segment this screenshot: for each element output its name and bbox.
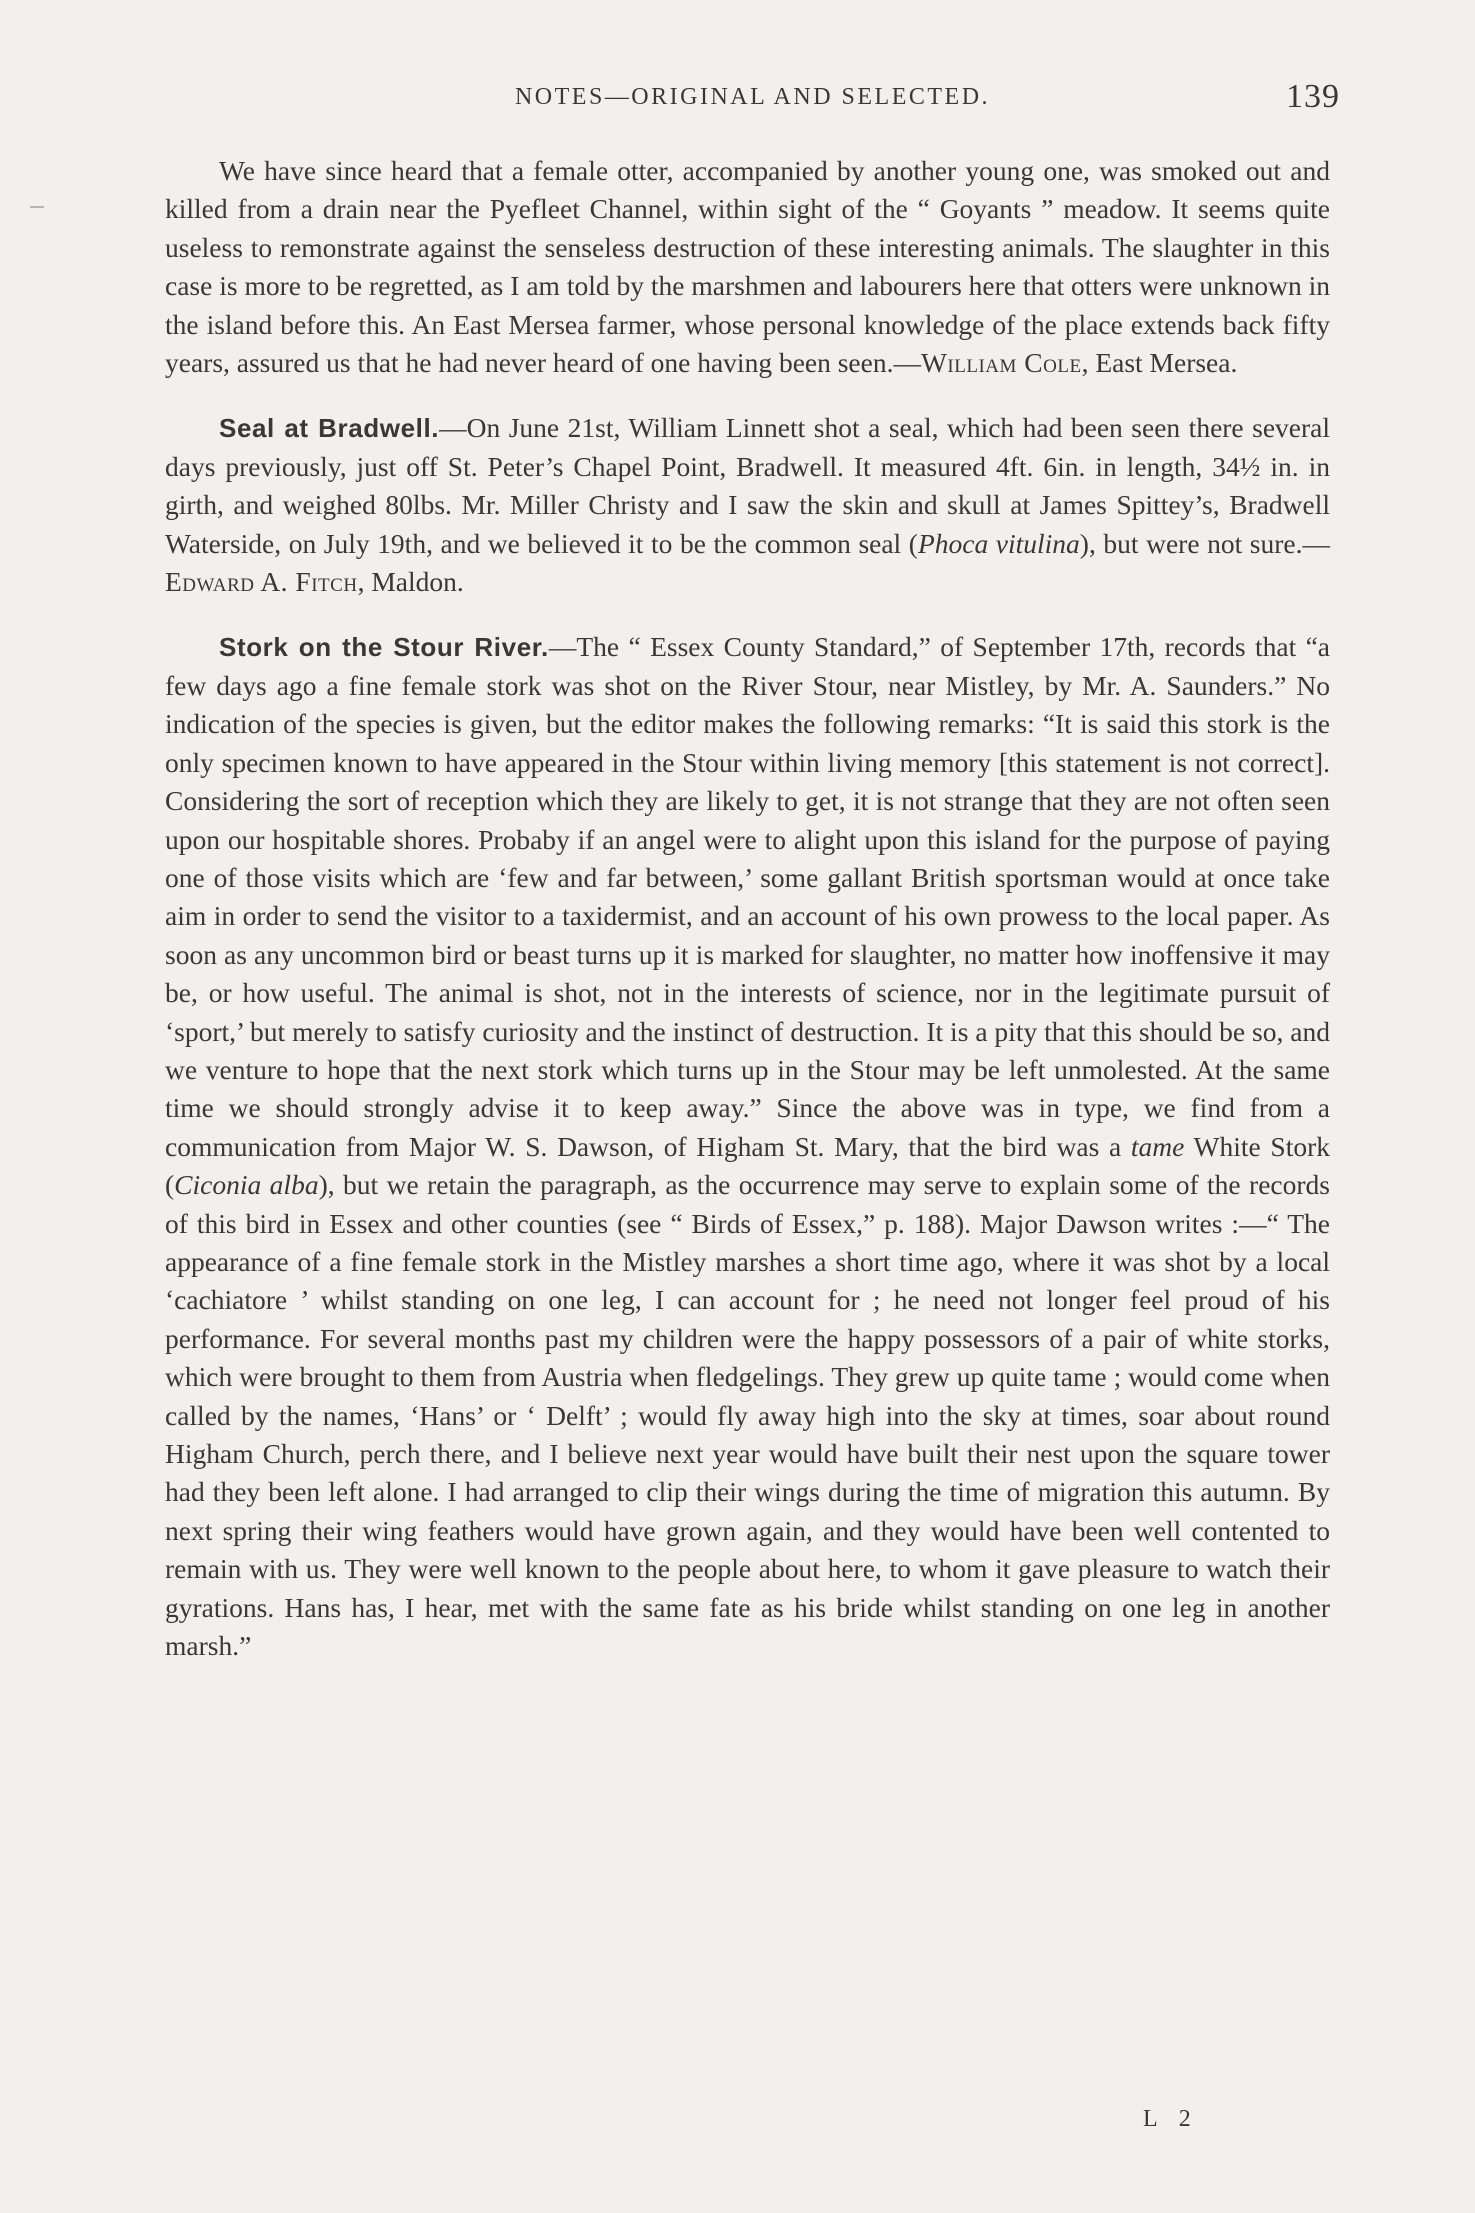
seal-note-place: , Maldon. [357,566,464,598]
seal-note [165,409,1330,601]
seal-note-text-after-species: ), but were not sure.— [1079,527,1330,559]
otter-note-text: We have since heard that a female otter, accompanied by another young one, was smoked out and killed from a drain near the Pyefleet Channel, within sight of the “ Goyants ” meadow. It seems quite useless to remonstrate against the senseless destruction of these interesting animals. The slaughter in this case is more to be regretted, as I am told by the marshmen and labourers here that otters were unknown in the island before this. An East Mersea farmer, whose personal knowledge of the place extends back fifty years, assured us that he had never heard of one having been seen.— [165,155,1330,379]
otter-note [165,152,1330,382]
stork-note-text-2: White Stork ( [165,1130,1330,1201]
stork-note-emphasis: tame [1130,1130,1185,1162]
page-number: 139 [1286,78,1340,115]
seal-note-author: Edward A. Fitch [165,566,358,598]
running-head [165,78,1340,122]
stork-note [165,628,1330,1665]
stork-note-text-3: ), but we retain the paragraph, as the occurrence may serve to explain some of the records of this bird in Essex and other counties (see “ Birds of Essex,” p. 188). Major Dawson writes :—“ The appearance of a fine female stork in the Mistley marshes a short time ago, where it was shot by a local ‘cachiatore ’ whilst standing on one leg, I can account for ; he need not longer feel proud of his performance. For several months past my children were the happy possessors of a pair of white storks, which were brought to them from Austria when fledgelings. They grew up quite tame ; would come when called by the names, ‘Hans’ or ‘ Delft’ ; would fly away high into the sky at times, soar about round Higham Church, perch there, and I believe next year would have built their nest upon the square tower had they been left alone. I had arranged to clip their wings during the time of migration this autumn. By next spring their wing feathers would have grown again, and they would have been well contented to remain with us. They were well known to the people about here, to whom it gave pleasure to watch their gyrations. Hans has, I hear, met with the same fate as his bride whilst standing on one leg in another marsh.” [165,1169,1330,1662]
margin-mark [30,206,44,208]
seal-note-title: Seal at Bradwell. [219,413,440,444]
seal-note-species: Phoca vitulina [917,527,1080,559]
signature-mark: L 2 [1143,2106,1199,2132]
otter-note-author: William Cole [920,347,1082,379]
stork-note-text-1: —The “ Essex County Standard,” of September 17th, records that “a few days ago a fine female stork was shot on the River Stour, near Mistley, by Mr. A. Saunders.” No indication of the species is given, but the editor makes the following remarks: “It is said this stork is the only specimen known to have appeared in the Stour within living memory [this statement is not correct]. Considering the sort of reception which they are likely to get, it is not strange that they are not often seen upon our hospitable shores. Probaby if an angel were to alight upon this island for the purpose of paying one of those visits which are ‘few and far between,’ some gallant British sportsman would at once take aim in order to send the visitor to a taxidermist, and an account of his own prowess to the local paper. As soon as any uncommon bird or beast turns up it is marked for slaughter, no matter how inoffensive it may be, or how useful. The animal is shot, not in the interests of science, nor in the legitimate pursuit of ‘sport,’ but merely to satisfy curiosity and the instinct of destruction. It is a pity that this should be so, and we venture to hope that the next stork which turns up in the Stour may be left unmolested. At the same time we should strongly advise it to keep away.” Since the above was in type, we find from a communication from Major W. S. Dawson, of Higham St. Mary, that the bird was a [165,631,1330,1162]
seal-note-text: —On June 21st, William Linnett shot a seal, which had been seen there several days previously, just off St. Peter’s Chapel Point, Bradwell. It measured 4ft. 6in. in length, 34½ in. in girth, and weighed 80lbs. Mr. Miller Christy and I saw the skin and skull at James Spittey’s, Bradwell Waterside, on July 19th, and we believed it to be the common seal ( [165,412,1331,559]
otter-note-place: , East Mersea. [1081,347,1238,379]
stork-note-species: Ciconia alba [174,1169,319,1201]
stork-note-title: Stork on the Stour River. [219,632,549,663]
running-title: NOTES—ORIGINAL AND SELECTED. [514,84,991,110]
body-text [165,152,1330,1665]
